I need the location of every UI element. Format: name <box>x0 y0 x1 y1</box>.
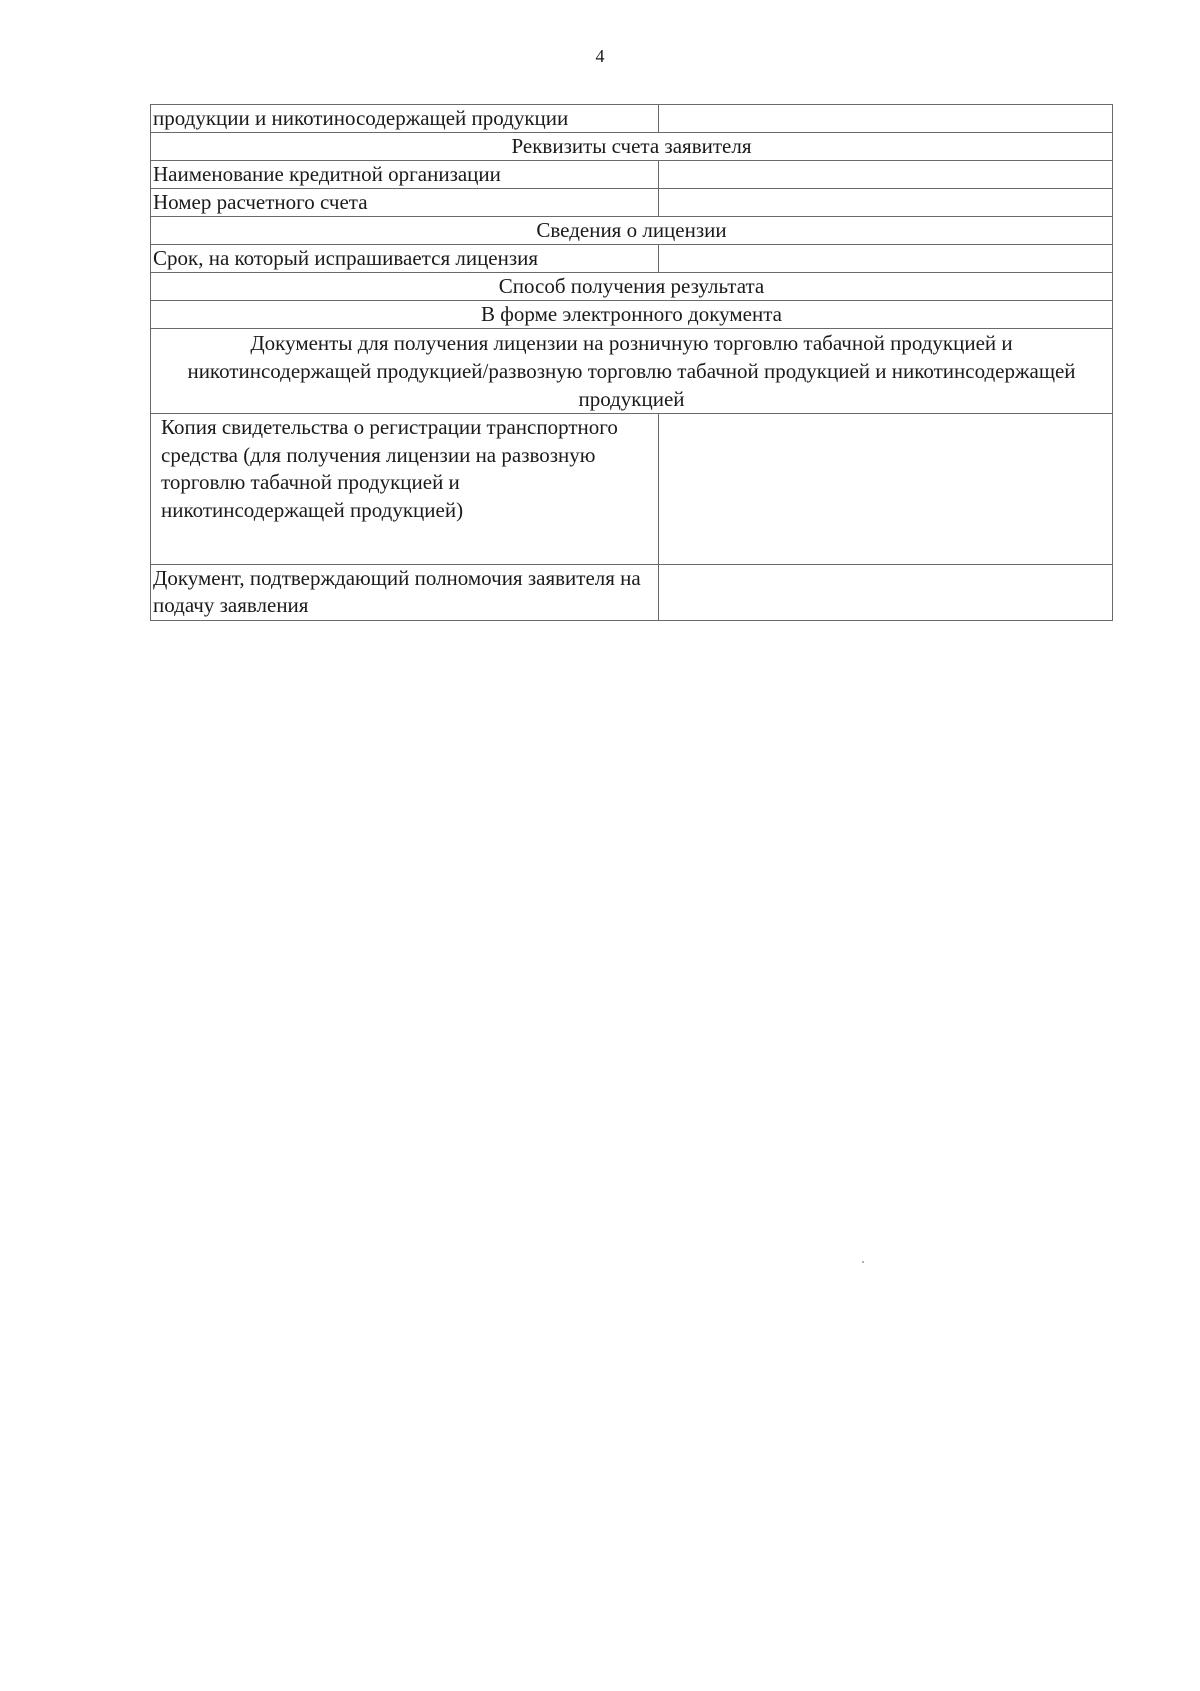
field-label-tobacco-products: продукции и никотиносодержащей продукции <box>151 105 659 133</box>
section-row <box>151 217 1113 245</box>
section-row <box>151 133 1113 161</box>
section-row <box>151 273 1113 301</box>
table-row <box>151 414 1113 565</box>
application-form-table <box>150 104 1113 621</box>
field-label-account-number: Номер расчетного счета <box>151 189 659 217</box>
table-row <box>151 189 1113 217</box>
table-row <box>151 245 1113 273</box>
field-label-vehicle-registration-copy: Копия свидетельства о регистрации транспортного средства (для получения лицензии на развозную торговлю табачной продукцией и никотинсодержащей продукцией) <box>151 414 659 565</box>
field-value-license-term[interactable] <box>659 245 1113 273</box>
field-value-vehicle-registration-copy[interactable] <box>659 414 1113 565</box>
section-row <box>151 329 1113 414</box>
field-label-authority-document: Документ, подтверждающий полномочия заявителя на подачу заявления <box>151 565 659 621</box>
section-heading-result-method: Способ получения результата <box>151 273 1113 301</box>
section-heading-license-info: Сведения о лицензии <box>151 217 1113 245</box>
section-row <box>151 301 1113 329</box>
table-row <box>151 565 1113 621</box>
table-row <box>151 105 1113 133</box>
section-heading-account-details: Реквизиты счета заявителя <box>151 133 1113 161</box>
field-value-account-number[interactable] <box>659 189 1113 217</box>
page-number: 4 <box>595 46 605 66</box>
scan-speck <box>862 1261 864 1263</box>
field-label-credit-organization: Наименование кредитной организации <box>151 161 659 189</box>
field-label-license-term: Срок, на который испрашивается лицензия <box>151 245 659 273</box>
field-value-authority-document[interactable] <box>659 565 1113 621</box>
field-value-credit-organization[interactable] <box>659 161 1113 189</box>
section-heading-license-documents: Документы для получения лицензии на розничную торговлю табачной продукцией и никотинсодержащей продукцией/развозную торговлю табачной продукцией и никотинсодержащей продукцией <box>151 329 1113 414</box>
table-row <box>151 161 1113 189</box>
field-value-tobacco-products[interactable] <box>659 105 1113 133</box>
result-method-electronic: В форме электронного документа <box>151 301 1113 329</box>
